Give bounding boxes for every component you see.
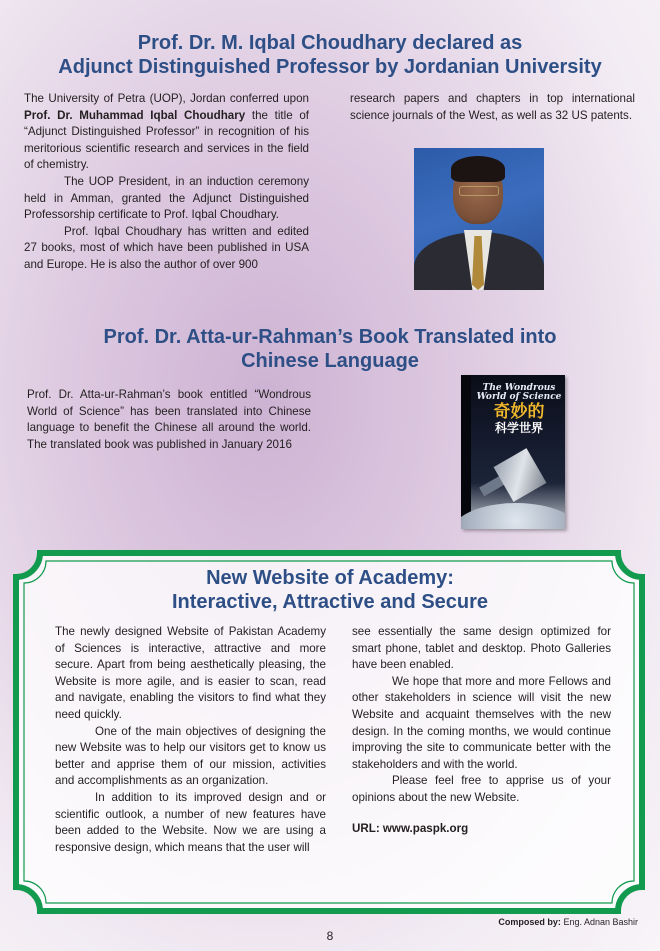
article3-paragraph: We hope that more and more Fellows and other stakeholders in science will visit the new Website and acquaint themselves with the new design. In the coming months, we would continue improving the site to communicate better with the stakeholders and with the world. [352,674,611,771]
book-cover-english-title: The Wondrous World of Science [476,383,562,402]
article3-title-line1: New Website of Academy: [206,567,454,589]
article1-title-line2: Adjunct Distinguished Professor by Jordanian University [58,56,602,78]
portrait-photo [414,148,544,290]
article1-paragraph: Prof. Iqbal Choudhary has written and edited 27 books, most of which have been published in USA and Europe. He is also the author of over 900 [24,224,309,271]
article2-title [0,325,660,373]
composed-by-credit [498,917,638,927]
article1-title-line1: Prof. Dr. M. Iqbal Choudhary declared as [137,32,523,54]
article1-paragraph [24,91,309,174]
article3-paragraph: One of the main objectives of designing the new Website was to help our visitors get to know us better and apprise them of our mission, activities and accomplishments as an organization. [55,724,326,788]
article3-title [0,566,660,614]
article3-column-right [352,624,611,837]
book-cover-image [461,375,565,529]
book-cover-chinese-title: 奇妙的 [493,402,545,422]
article1-person-name: Prof. Dr. Muhammad Iqbal Choudhary [24,108,246,122]
article2-title-line1: Prof. Dr. Atta-ur-Rahman’s Book Translated into [103,326,557,348]
website-url: URL: www.paspk.org [352,821,469,835]
article2-text: Prof. Dr. Atta-ur-Rahman’s book entitled “Wondrous World of Science” has been translated into Chinese language to benefit the Chinese all around the world. The translated book was published in January 2016 [27,388,311,451]
article1-paragraph: research papers and chapters in top international science journals of the West, as well as 32 US patents. [350,92,635,122]
article2-title-line2: Chinese Language [241,350,419,372]
article3-column-left [55,624,326,856]
article2-paragraph [27,387,311,453]
article1-title [0,31,660,79]
article3-paragraph: In addition to its improved design and or scientific outlook, a number of new features have been added to the Website. Now we are using a responsive design, which means that the user will [55,790,326,854]
article3-title-line2: Interactive, Attractive and Secure [171,591,489,613]
article3-paragraph: The newly designed Website of Pakistan Academy of Sciences is interactive, attractive and more secure. Apart from being aesthetically pleasing, the Website is more agile, and is easier to scan, read and navigate, enabling the visitors to find what they need quickly. [55,625,326,721]
book-cover-chinese-subtitle: 科学世界 [494,421,543,435]
article1-paragraph: The UOP President, in an induction ceremony held in Amman, granted the Adjunct Distinguished Professorship certificate to Prof. Iqbal Choudhary. [24,174,309,222]
article3-paragraph: Please feel free to apprise us of your opinions about the new Website. [352,774,611,804]
article3-paragraph: see essentially the same design optimized for smart phone, tablet and desktop. Photo Galleries have been enabled. [352,625,611,672]
composed-by-label: Composed by: [498,917,561,927]
article1-column-left [24,91,309,274]
article1-p1-text: The University of Petra (UOP), Jordan conferred upon [24,92,309,105]
article1-p1-text-end: the title of “Adjunct Distinguished Professor” in recognition of his meritorious scientific research and services in the field of chemistry. [24,108,309,172]
page-number: 8 [326,929,334,943]
article1-column-right [350,91,635,124]
composed-by-name: Eng. Adnan Bashir [560,917,638,927]
